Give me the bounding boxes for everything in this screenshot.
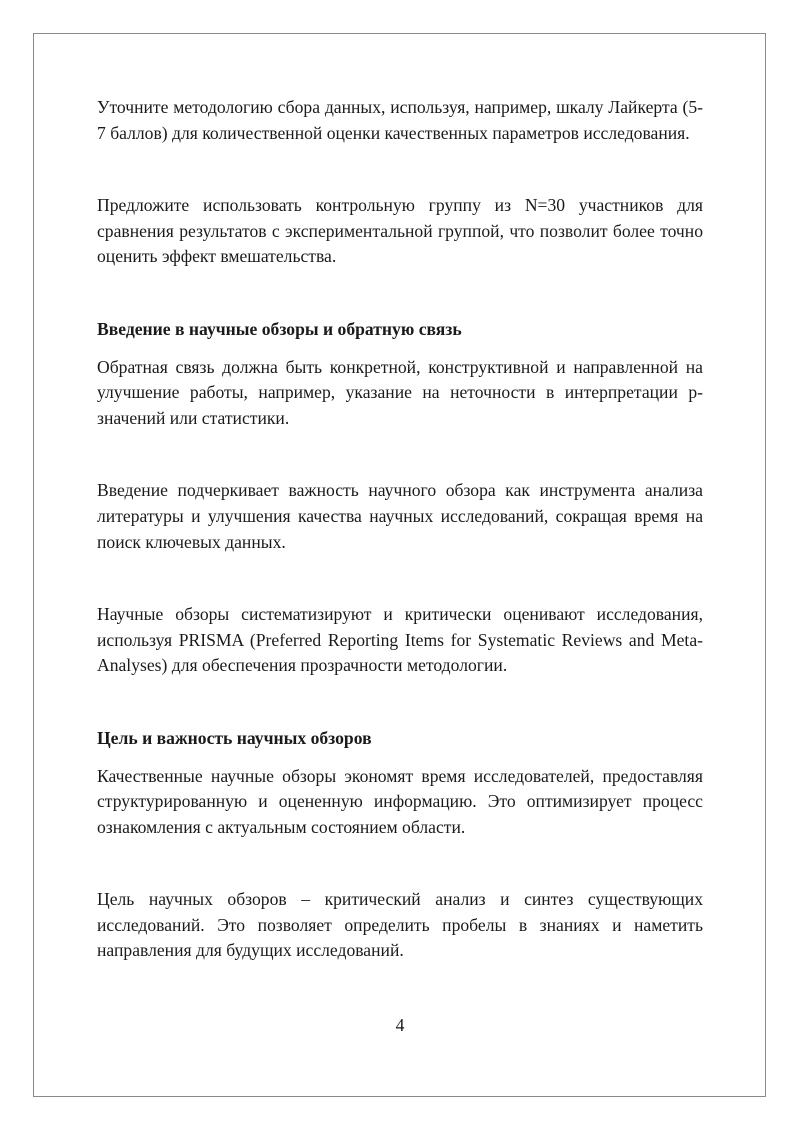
section-heading-reviews-feedback: Введение в научные обзоры и обратную связь: [97, 318, 462, 339]
paragraph-review-goal: Цель научных обзоров – критический анализ и синтез существующих исследований. Это позволяет определить пробелы в знаниях и наметить направления для будущих исследований.: [97, 889, 703, 961]
paragraph-introduction: Введение подчеркивает важность научного обзора как инструмента анализа литературы и улучшения качества научных исследований, сокращая время на поиск ключевых данных.: [97, 480, 703, 552]
paragraph-control-group: Предложите использовать контрольную группу из N=30 участников для сравнения результатов с экспериментальной группой, что позволит более точно оценить эффект вмешательства.: [97, 195, 703, 267]
paragraph-likert-scale: Уточните методологию сбора данных, используя, например, шкалу Лайкерта (5-7 баллов) для количественной оценки качественных параметров исследования.: [97, 97, 703, 143]
paragraph-feedback: Обратная связь должна быть конкретной, конструктивной и направленной на улучшение работы, например, указание на неточности в интерпретации p-значений или статистики.: [97, 356, 703, 428]
page-content: [97, 95, 703, 964]
section-heading-purpose: Цель и важность научных обзоров: [97, 727, 372, 748]
paragraph-prisma: Научные обзоры систематизируют и критически оценивают исследования, используя PRISMA (Preferred Reporting Items for Systematic Reviews and Meta-Analyses) для обеспечения прозрачности методологии.: [97, 604, 703, 676]
page-number: 4: [395, 1015, 405, 1035]
paragraph-quality-reviews: Качественные научные обзоры экономят время исследователей, предоставляя структурированную и оцененную информацию. Это оптимизирует процесс ознакомления с актуальным состоянием области.: [97, 765, 703, 837]
